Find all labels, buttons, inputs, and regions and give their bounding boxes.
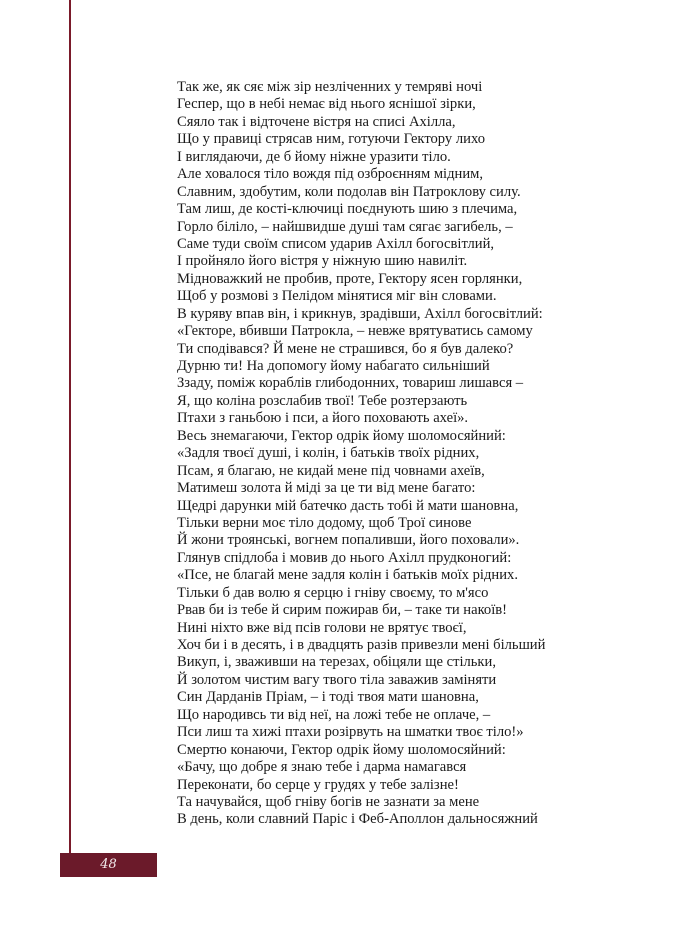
- poem-line: Й жони троянські, вогнем попаливши, його поховали».: [177, 532, 520, 549]
- poem-line: Та начувайся, щоб гніву богів не зазнати за мене: [177, 793, 480, 810]
- poem-line: В куряву впав він, і крикнув, зрадівши, Ахілл богосвітлий:: [177, 305, 543, 322]
- poem-line: Я, що коліна розслабив твої! Тебе розтерзають: [177, 392, 468, 409]
- poem-line: Так же, як сяє між зір незліченних у темряві ночі: [177, 79, 483, 95]
- page-number-tab: [60, 853, 157, 877]
- poem-line: Псам, я благаю, не кидай мене під човнами ахеїв,: [177, 462, 485, 479]
- poem-line: І пройняло його вістря у ніжную шию навиліт.: [177, 253, 468, 270]
- poem-line: Мідноважкий не пробив, проте, Гектору ясен горлянки,: [177, 270, 523, 287]
- poem-line: Птахи з ганьбою і пси, а його поховають ахеї».: [177, 410, 469, 427]
- poem-line: Геспер, що в небі немає від нього яснішої зірки,: [177, 96, 476, 113]
- poem-line: Що у правиці стрясав ним, готуючи Гектору лихо: [177, 131, 485, 148]
- poem-line: Там лиш, де кості-ключиці поєднують шию з плечима,: [177, 201, 518, 218]
- poem-line: Ззаду, поміж кораблів глибодонних, товариш лишався –: [177, 375, 524, 392]
- poem-line: «Гекторе, вбивши Патрокла, – невже врятуватись самому: [177, 323, 533, 340]
- poem-line: Горло біліло, – найшвидше душі там сягає загибель, –: [177, 218, 513, 235]
- poem-line: Син Дарданів Пріам, – і тоді твоя мати шановна,: [177, 689, 479, 706]
- poem-line: Тільки верни моє тіло додому, щоб Трої синове: [177, 514, 472, 531]
- poem-line: «Задля твоєї душі, і колін, і батьків твоїх рідних,: [177, 445, 480, 462]
- poem-line: Рвав би із тебе й сирим пожирав би, – таке ти накоїв!: [177, 602, 508, 619]
- poem-line: Нині ніхто вже від псів голови не врятує твоєї,: [177, 619, 467, 636]
- poem-line: Щедрі дарунки мій батечко дасть тобі й мати шановна,: [177, 497, 519, 514]
- poem-line: Ти сподівався? Й мене не страшився, бо я був далеко?: [177, 340, 514, 357]
- poem-line: Весь знемагаючи, Гектор одрік йому шоломосяйний:: [177, 427, 506, 444]
- poem-line: Щоб у розмові з Пелідом мінятися міг він словами.: [177, 288, 497, 305]
- poem-text: [177, 79, 647, 829]
- poem-line: Пси лиш та хижі птахи розірвуть на шматки твоє тіло!»: [177, 724, 524, 741]
- poem-line: Тільки б дав волю я серцю і гніву своєму, то м'ясо: [177, 584, 489, 601]
- poem-line: Дурню ти! На допомогу йому набагато сильніший: [177, 358, 490, 374]
- poem-line: Переконати, бо серце у грудях у тебе залізне!: [177, 776, 459, 793]
- poem-line: І виглядаючи, де б йому ніжне уразити тіло.: [177, 148, 451, 165]
- poem-line: Саме туди своїм списом ударив Ахілл богосвітлий,: [177, 235, 495, 252]
- poem-line: Що народивсь ти від неї, на ложі тебе не оплаче, –: [177, 706, 491, 723]
- poem-line: Глянув спідлоба і мовив до нього Ахілл прудконогий:: [177, 549, 512, 566]
- poem-line: «Псе, не благай мене задля колін і батьків моїх рідних.: [177, 567, 518, 584]
- poem-line: Й золотом чистим вагу твого тіла заважив заміняти: [177, 671, 497, 688]
- poem-line: Смертю конаючи, Гектор одрік йому шоломосяйний:: [177, 741, 506, 758]
- poem-line: Матимеш золота й міді за це ти від мене багато:: [177, 480, 476, 497]
- poem-line: Але ховалося тіло вождя під озброєнням мідним,: [177, 166, 484, 183]
- poem-line: Славним, здобутим, коли подолав він Патроклову силу.: [177, 183, 521, 200]
- poem-line: Викуп, і, зваживши на терезах, обіцяли ще стільки,: [177, 654, 496, 671]
- poem-line: Хоч би і в десять, і в двадцять разів привезли мені більший: [177, 637, 546, 653]
- poem-line: В день, коли славний Паріс і Феб-Аполлон дальносяжний: [177, 811, 538, 828]
- margin-rule: [69, 0, 71, 858]
- poem-line: Сяяло так і відточене вістря на списі Ахілла,: [177, 113, 456, 130]
- poem-line: «Бачу, що добре я знаю тебе і дарма намагався: [177, 759, 467, 776]
- page-number: 48: [100, 857, 117, 872]
